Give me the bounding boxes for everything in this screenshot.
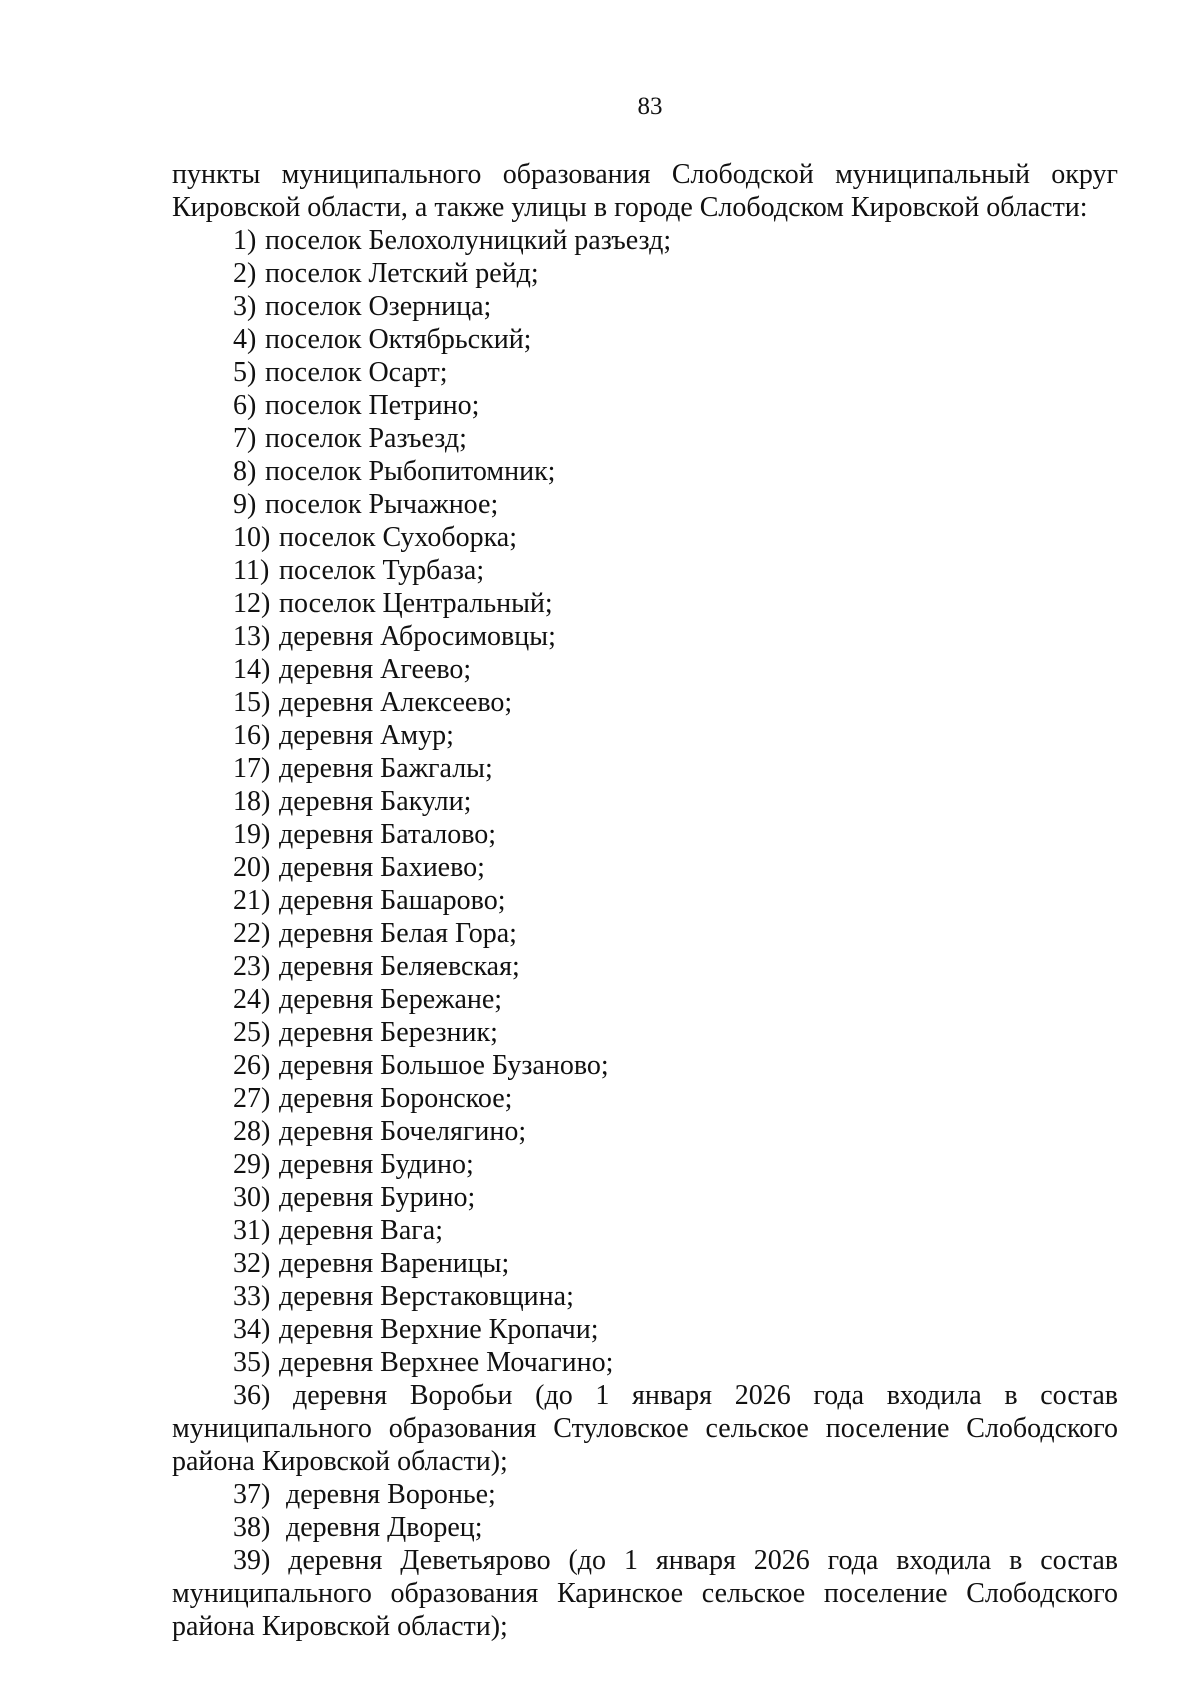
- list-item-text: деревня Будино;: [279, 1149, 474, 1180]
- list-item-text: деревня Березник;: [279, 1017, 498, 1048]
- list-item: [172, 917, 1118, 950]
- list-item: [172, 587, 1118, 620]
- list-item: [172, 785, 1118, 818]
- list-item: [172, 620, 1118, 653]
- list-item: [172, 1115, 1118, 1148]
- list-item-number: 28): [233, 1116, 271, 1147]
- list-item-number: 8): [233, 456, 257, 487]
- list-item: [172, 1049, 1118, 1082]
- list-item: [172, 1313, 1118, 1346]
- list-item-text: деревня Алексеево;: [279, 687, 513, 718]
- intro-line-1: пункты муниципального образования Слободской муниципальный округ: [172, 159, 1118, 190]
- list-item: [172, 1346, 1118, 1379]
- list-item-text: деревня Бакули;: [279, 786, 472, 817]
- list-item-number: 14): [233, 654, 271, 685]
- list-item-text: поселок Озерница;: [265, 291, 492, 322]
- intro-line-2: Кировской области, а также улицы в городе Слободском Кировской области:: [172, 192, 1088, 223]
- list-item: [172, 884, 1118, 917]
- list-item: [172, 818, 1118, 851]
- list-item-text: поселок Белохолуницкий разъезд;: [265, 225, 672, 256]
- list-item-number: 38): [233, 1512, 271, 1543]
- list-item: [172, 323, 1118, 356]
- list-item: [172, 521, 1118, 554]
- list-item: [172, 1181, 1118, 1214]
- item-36-line-3: района Кировской области);: [172, 1446, 508, 1477]
- list-item-number: 17): [233, 753, 271, 784]
- list-item: [172, 356, 1118, 389]
- list-item-text: деревня Башарово;: [279, 885, 506, 916]
- list-item-text: деревня Большое Бузаново;: [279, 1050, 609, 1081]
- list-item-number: 31): [233, 1215, 271, 1246]
- list-item: [172, 653, 1118, 686]
- list-item-text: деревня Бочелягино;: [279, 1116, 527, 1147]
- list-item-number: 27): [233, 1083, 271, 1114]
- list-item-text: деревня Бурино;: [279, 1182, 476, 1213]
- list-item-text: деревня Бажгалы;: [279, 753, 493, 784]
- list-item: [172, 1082, 1118, 1115]
- list-item: [172, 1247, 1118, 1280]
- list-item-number: 6): [233, 390, 257, 421]
- list-item-number: 22): [233, 918, 271, 949]
- list-item-text: деревня Вареницы;: [279, 1248, 510, 1279]
- list-item-text: деревня Воронье;: [286, 1479, 496, 1510]
- list-item: [172, 455, 1118, 488]
- list-item: [172, 1016, 1118, 1049]
- list-item-number: 20): [233, 852, 271, 883]
- list-item-number: 24): [233, 984, 271, 1015]
- list-item-text: поселок Разъезд;: [265, 423, 467, 454]
- list-item-38: [172, 1511, 1118, 1544]
- list-item-text: поселок Сухоборка;: [279, 522, 517, 553]
- list-item-number: 2): [233, 258, 257, 289]
- list-item-text: поселок Осарт;: [265, 357, 448, 388]
- list-item-text: деревня Амур;: [279, 720, 454, 751]
- list-item-37: [172, 1478, 1118, 1511]
- list-item: [172, 950, 1118, 983]
- list-item-number: 30): [233, 1182, 271, 1213]
- list-item: [172, 983, 1118, 1016]
- item-39-line-1: 39) деревня Деветьярово (до 1 января 2026 года входила в состав: [233, 1545, 1118, 1576]
- list-item-number: 10): [233, 522, 271, 553]
- list-item-text: поселок Центральный;: [279, 588, 553, 619]
- list-item: [172, 752, 1118, 785]
- list-item-text: деревня Абросимовцы;: [279, 621, 556, 652]
- list-item: [172, 488, 1118, 521]
- list-item-number: 1): [233, 225, 257, 256]
- list-item-text: деревня Баталово;: [279, 819, 496, 850]
- item-36-line-2: муниципального образования Стуловское сельское поселение Слободского: [172, 1413, 1118, 1444]
- list-item-number: 18): [233, 786, 271, 817]
- list-item-number: 16): [233, 720, 271, 751]
- list-item-number: 26): [233, 1050, 271, 1081]
- list-item-number: 7): [233, 423, 257, 454]
- list-item-text: деревня Агеево;: [279, 654, 472, 685]
- list-item-text: деревня Вага;: [279, 1215, 443, 1246]
- list-item: [172, 290, 1118, 323]
- list-item-number: 15): [233, 687, 271, 718]
- settlement-list: [172, 224, 1118, 1379]
- list-item-text: деревня Дворец;: [286, 1512, 483, 1543]
- list-item-number: 5): [233, 357, 257, 388]
- list-item-number: 4): [233, 324, 257, 355]
- list-item-number: 32): [233, 1248, 271, 1279]
- list-item-number: 19): [233, 819, 271, 850]
- list-item-text: деревня Беляевская;: [279, 951, 520, 982]
- item-39-line-2: муниципального образования Каринское сельское поселение Слободского: [172, 1578, 1118, 1609]
- list-item: [172, 686, 1118, 719]
- list-item-number: 3): [233, 291, 257, 322]
- list-item-number: 21): [233, 885, 271, 916]
- list-item-text: деревня Бахиево;: [279, 852, 485, 883]
- list-item-text: деревня Белая Гора;: [279, 918, 517, 949]
- list-item: [172, 224, 1118, 257]
- list-item: [172, 1214, 1118, 1247]
- list-item: [172, 1148, 1118, 1181]
- list-item-number: 11): [233, 555, 270, 586]
- list-item-text: поселок Рыбопитомник;: [265, 456, 556, 487]
- list-item-text: поселок Петрино;: [265, 390, 480, 421]
- list-item-number: 29): [233, 1149, 271, 1180]
- list-item-number: 9): [233, 489, 257, 520]
- list-item: [172, 554, 1118, 587]
- list-item-text: поселок Рычажное;: [265, 489, 499, 520]
- list-item-number: 33): [233, 1281, 271, 1312]
- list-item: [172, 257, 1118, 290]
- list-item-number: 37): [233, 1479, 271, 1510]
- document-body: [172, 158, 1118, 1643]
- item-36-line-1: 36) деревня Воробьи (до 1 января 2026 года входила в состав: [233, 1380, 1118, 1411]
- item-39-line-3: района Кировской области);: [172, 1611, 508, 1642]
- list-item-text: деревня Боронское;: [279, 1083, 513, 1114]
- list-item-text: поселок Октябрьский;: [265, 324, 532, 355]
- list-item-text: поселок Турбаза;: [279, 555, 485, 586]
- list-item-number: 25): [233, 1017, 271, 1048]
- list-item: [172, 851, 1118, 884]
- list-item-number: 13): [233, 621, 271, 652]
- list-item: [172, 389, 1118, 422]
- list-item-text: деревня Бережане;: [279, 984, 503, 1015]
- list-item: [172, 422, 1118, 455]
- list-item: [172, 1280, 1118, 1313]
- page-number: 83: [637, 93, 663, 120]
- list-item-text: поселок Летский рейд;: [265, 258, 539, 289]
- list-item-text: деревня Верстаковщина;: [279, 1281, 574, 1312]
- list-item: [172, 719, 1118, 752]
- list-item-number: 23): [233, 951, 271, 982]
- list-item-number: 12): [233, 588, 271, 619]
- list-item-text: деревня Верхние Кропачи;: [279, 1314, 599, 1345]
- list-item-number: 35): [233, 1347, 271, 1378]
- list-item-number: 34): [233, 1314, 271, 1345]
- list-item-text: деревня Верхнее Мочагино;: [279, 1347, 614, 1378]
